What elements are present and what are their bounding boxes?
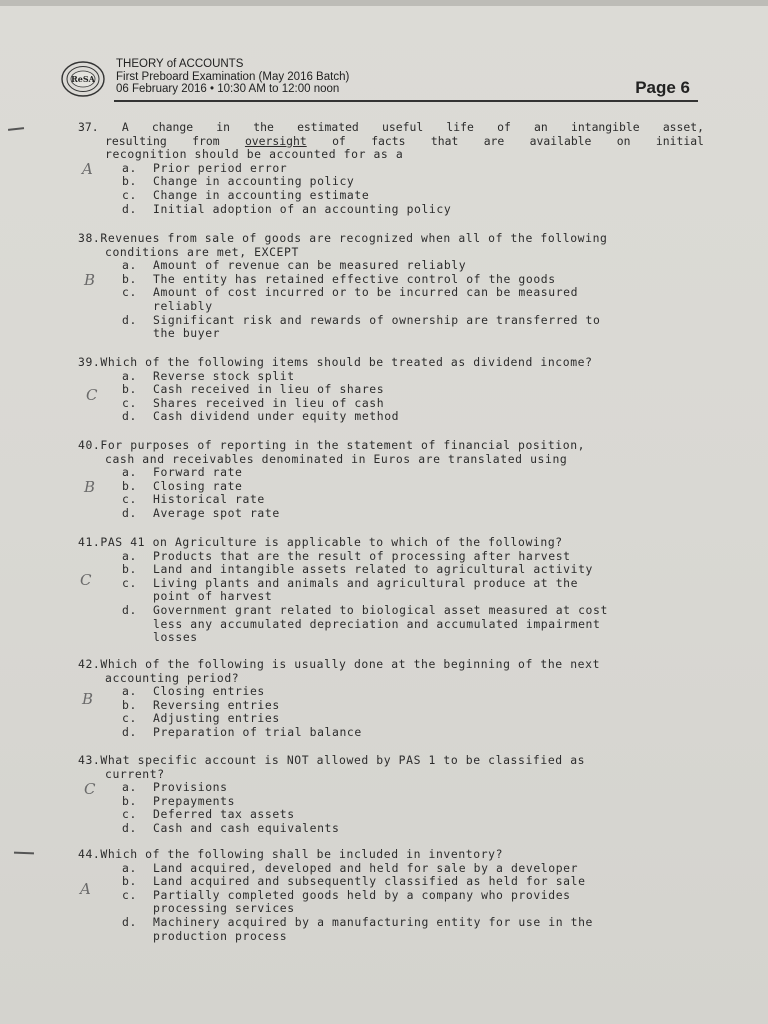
option-b: b. Prepayments: [122, 793, 236, 808]
option-d: d. Initial adoption of an accounting policy: [122, 201, 452, 216]
option-b: b. The entity has retained effective control of the goods: [122, 271, 556, 286]
handwritten-answer: A: [80, 880, 91, 898]
option-b: b. Cash received in lieu of shares: [122, 382, 385, 397]
question-number: 39.: [78, 355, 101, 369]
option-a: a. Prior period error: [122, 160, 288, 175]
question-text: recognition should be accounted for as a: [105, 147, 404, 162]
option-d: d. Preparation of trial balance: [122, 724, 362, 739]
option-a: a. Closing entries: [122, 684, 265, 699]
option-d-continued: the buyer: [153, 326, 221, 341]
question-text: 40.For purposes of reporting in the statement of financial position,: [78, 438, 586, 452]
question-text: 38.Revenues from sale of goods are recognized when all of the following: [78, 231, 608, 245]
question-39: [78, 356, 704, 424]
option-d: d. Significant risk and rewards of ownership are transferred to: [122, 312, 601, 327]
header-text: [116, 58, 349, 96]
option-c: c. Shares received in lieu of cash: [122, 395, 385, 410]
handwritten-answer: C: [80, 571, 92, 589]
option-c: c. Historical rate: [122, 492, 265, 507]
exam-schedule: 06 February 2016 • 10:30 AM to 12:00 noon: [116, 83, 340, 95]
option-c: c. Living plants and animals and agricultural produce at the: [122, 575, 579, 590]
handwritten-answer: B: [82, 690, 94, 708]
option-c: c. Partially completed goods held by a company who provides: [122, 887, 571, 902]
option-b: b. Land and intangible assets related to agricultural activity: [122, 562, 594, 577]
option-a: a. Forward rate: [122, 465, 243, 480]
question-text: 44.Which of the following shall be included in inventory?: [78, 847, 504, 861]
option-c-continued: reliably: [153, 298, 213, 313]
option-b: b. Change in accounting policy: [122, 174, 355, 189]
option-d: d. Machinery acquired by a manufacturing entity for use in the: [122, 914, 594, 929]
option-c-continued: processing services: [153, 901, 295, 916]
question-38: [78, 232, 704, 341]
page-number: Page 6: [635, 78, 690, 97]
option-c: c. Adjusting entries: [122, 711, 280, 726]
question-40: [78, 439, 704, 521]
question-number: 42.: [78, 657, 101, 671]
question-number: 37.: [78, 120, 99, 134]
question-44: [78, 848, 704, 943]
question-text: current?: [105, 766, 165, 781]
option-b: b. Land acquired and subsequently classified as held for sale: [122, 874, 586, 889]
pen-mark: [14, 852, 34, 854]
question-number: 40.: [78, 438, 101, 452]
question-41: [78, 536, 704, 645]
header-rule: [114, 100, 698, 102]
question-text: accounting period?: [105, 670, 240, 685]
page-header: [60, 58, 700, 104]
question-43: [78, 754, 704, 836]
option-d-continued: production process: [153, 928, 288, 943]
option-a: a. Land acquired, developed and held for sale by a developer: [122, 860, 579, 875]
exam-title: First Preboard Examination (May 2016 Batch): [116, 70, 350, 83]
option-d: d. Average spot rate: [122, 505, 280, 520]
question-number: 38.: [78, 231, 101, 245]
question-text: 42.Which of the following is usually done at the beginning of the next: [78, 657, 601, 671]
option-c: c. Amount of cost incurred or to be incurred can be measured: [122, 285, 579, 300]
question-text: cash and receivables denominated in Euros are translated using: [105, 451, 568, 466]
question-text: 37. A change in the estimated useful life of an intangible asset,: [78, 120, 704, 134]
option-a: a. Amount of revenue can be measured reliably: [122, 258, 467, 273]
question-text: 43.What specific account is NOT allowed by PAS 1 to be classified as: [78, 753, 586, 767]
option-a: a. Products that are the result of processing after harvest: [122, 548, 571, 563]
question-text: resulting from oversight of facts that are available on initial: [105, 133, 704, 148]
exam-subject: THEORY of ACCOUNTS: [116, 58, 244, 70]
option-d: d. Cash and cash equivalents: [122, 820, 340, 835]
option-d-continued: less any accumulated depreciation and accumulated impairment: [153, 616, 601, 631]
option-d: d. Government grant related to biological asset measured at cost: [122, 602, 608, 617]
handwritten-answer: B: [84, 271, 96, 289]
option-b: b. Reversing entries: [122, 697, 280, 712]
handwritten-answer: B: [84, 478, 96, 496]
option-b: b. Closing rate: [122, 478, 243, 493]
logo-text: ReSA: [71, 74, 95, 84]
question-number: 44.: [78, 847, 101, 861]
question-37: [78, 121, 704, 216]
option-a: a. Reverse stock split: [122, 368, 295, 383]
scan-edge: [0, 0, 768, 6]
option-c: c. Change in accounting estimate: [122, 187, 370, 202]
resa-logo: [60, 60, 106, 98]
question-number: 41.: [78, 535, 101, 549]
handwritten-answer: C: [86, 386, 98, 404]
question-text: 41.PAS 41 on Agriculture is applicable to which of the following?: [78, 535, 563, 549]
option-d-continued: losses: [153, 630, 198, 645]
question-number: 43.: [78, 753, 101, 767]
question-text: conditions are met, EXCEPT: [105, 244, 299, 259]
option-c-continued: point of harvest: [153, 589, 273, 604]
pen-mark: [8, 127, 24, 130]
option-c: c. Deferred tax assets: [122, 807, 295, 822]
question-42: [78, 658, 704, 740]
handwritten-answer: A: [82, 160, 93, 178]
option-d: d. Cash dividend under equity method: [122, 409, 400, 424]
handwritten-answer: C: [84, 780, 96, 798]
question-text: 39.Which of the following items should be treated as dividend income?: [78, 355, 593, 369]
option-a: a. Provisions: [122, 780, 228, 795]
